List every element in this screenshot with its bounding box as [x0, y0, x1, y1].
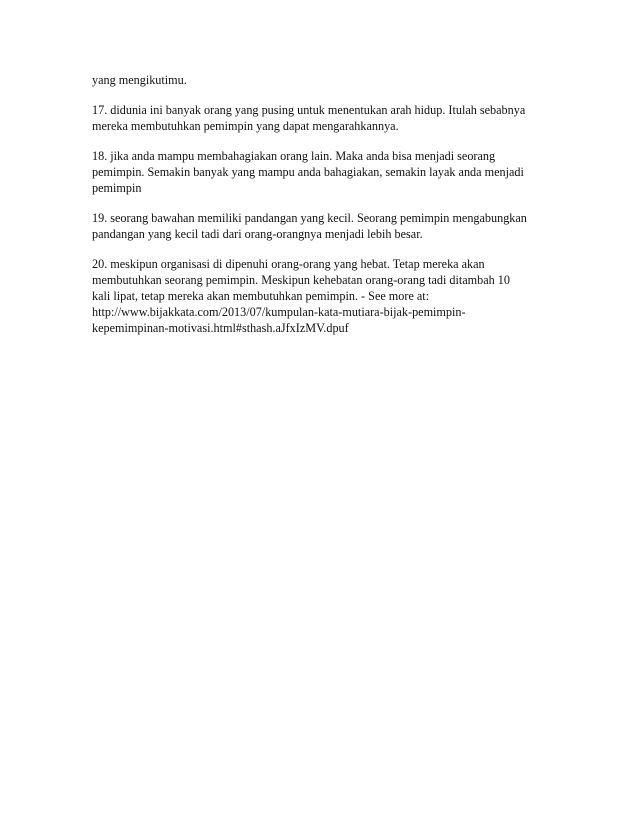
- paragraph-item-18: [92, 148, 562, 196]
- text-line: 17. didunia ini banyak orang yang pusing untuk menentukan arah hidup. Itulah sebabnya: [92, 103, 526, 117]
- source-url-line: kepemimpinan-motivasi.html#sthash.aJfxIzMV.dpuf: [92, 321, 349, 335]
- paragraph-item-19: [92, 210, 562, 242]
- text-line: 18. jika anda mampu membahagiakan orang lain. Maka anda bisa menjadi seorang: [92, 149, 496, 163]
- text-line: 20. meskipun organisasi di dipenuhi orang-orang yang hebat. Tetap mereka akan: [92, 257, 485, 271]
- text-line: membutuhkan seorang pemimpin. Meskipun kehebatan orang-orang tadi ditambah 10: [92, 273, 510, 287]
- source-url-line: http://www.bijakkata.com/2013/07/kumpulan-kata-mutiara-bijak-pemimpin-: [92, 305, 466, 319]
- paragraph-item-20: [92, 256, 562, 336]
- text-line: pandangan yang kecil tadi dari orang-orangnya menjadi lebih besar.: [92, 227, 423, 241]
- text-line: mereka membutuhkan pemimpin yang dapat mengarahkannya.: [92, 119, 399, 133]
- text-line: pemimpin: [92, 181, 142, 195]
- text-line: yang mengikutimu.: [92, 73, 187, 87]
- text-line: kali lipat, tetap mereka akan membutuhkan pemimpin. - See more at:: [92, 289, 430, 303]
- paragraph-continuation: [92, 72, 562, 88]
- paragraph-item-17: [92, 102, 562, 134]
- text-line: pemimpin. Semakin banyak yang mampu anda bahagiakan, semakin layak anda menjadi: [92, 165, 524, 179]
- document-body: [92, 72, 562, 350]
- text-line: 19. seorang bawahan memiliki pandangan yang kecil. Seorang pemimpin mengabungkan: [92, 211, 527, 225]
